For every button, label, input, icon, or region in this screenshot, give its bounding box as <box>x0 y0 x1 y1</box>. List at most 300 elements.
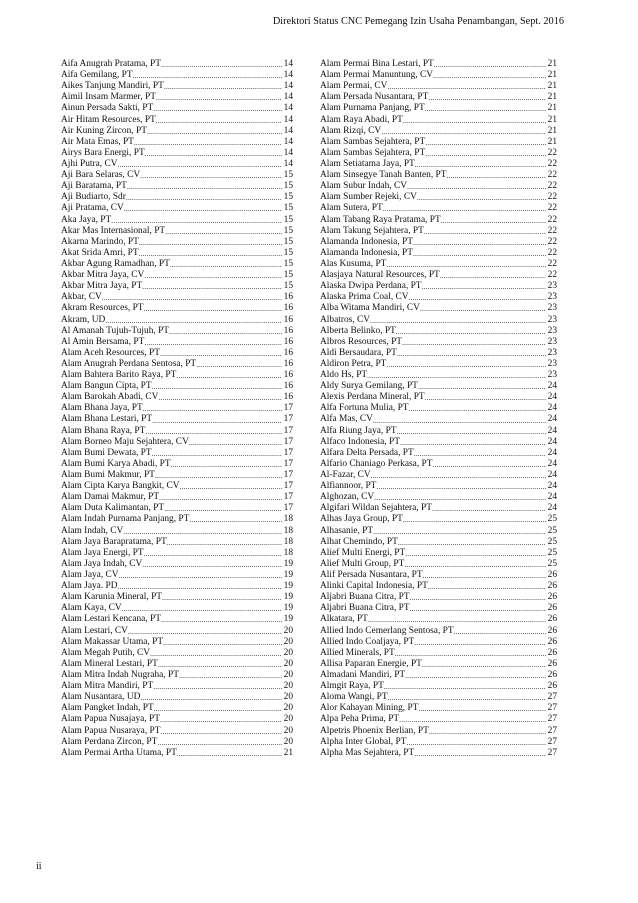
dot-leader <box>158 392 281 403</box>
dot-leader <box>154 703 282 714</box>
entry-page-number: 15 <box>283 236 293 247</box>
dot-leader <box>169 326 282 337</box>
dot-leader <box>397 426 546 437</box>
entry-page-number: 22 <box>547 170 557 181</box>
dot-leader <box>413 237 546 248</box>
entry-name: Aljabri Buana Citra, PT <box>320 592 410 603</box>
index-entry <box>61 270 293 281</box>
dot-leader <box>440 270 546 281</box>
entry-page-number: 25 <box>547 525 557 536</box>
entry-page-number: 22 <box>547 203 557 214</box>
entry-page-number: 14 <box>283 81 293 92</box>
dot-leader <box>144 303 282 314</box>
entry-name: Akarna Marindo, PT <box>61 236 139 247</box>
entry-page-number: 21 <box>547 92 557 103</box>
index-entry <box>320 237 557 248</box>
dot-leader <box>144 270 281 281</box>
entry-name: Alam Rizqi, CV <box>320 125 382 136</box>
index-entry <box>320 370 557 381</box>
entry-name: Aka Jaya, PT <box>61 214 112 225</box>
entry-page-number: 21 <box>547 125 557 136</box>
entry-name: Al-Fazar, CV <box>320 470 371 481</box>
entry-page-number: 23 <box>547 303 557 314</box>
dot-leader <box>373 415 546 426</box>
dot-leader <box>144 337 281 348</box>
dot-leader <box>415 159 546 170</box>
index-column-right <box>320 59 557 759</box>
entry-name: Aji Bara Selaras, CV <box>61 170 141 181</box>
index-entry <box>61 192 293 203</box>
dot-leader <box>428 581 546 592</box>
dot-leader <box>425 392 546 403</box>
entry-name: Alam Indah Purnama Panjang, PT <box>61 514 190 525</box>
dot-leader <box>387 81 545 92</box>
index-entry <box>320 259 557 270</box>
entry-name: Alam Mitra Mandiri, PT <box>61 681 154 692</box>
entry-page-number: 24 <box>547 403 557 414</box>
dot-leader <box>145 148 282 159</box>
index-entry <box>61 103 293 114</box>
dot-leader <box>152 381 282 392</box>
dot-leader <box>177 748 282 759</box>
entry-page-number: 26 <box>547 636 557 647</box>
entry-name: Akbar Mitra Jaya, CV <box>61 270 145 281</box>
entry-page-number: 24 <box>547 492 557 503</box>
entry-name: Alif Persada Nusantara, PT <box>320 570 423 581</box>
entry-name: Allisa Paparan Energie, PT <box>320 658 422 669</box>
dot-leader <box>373 526 546 537</box>
entry-page-number: 15 <box>283 225 293 236</box>
index-entry <box>61 326 293 337</box>
entry-name: Alam Sutera, PT <box>320 203 383 214</box>
dot-leader <box>102 292 282 303</box>
dot-leader <box>196 359 281 370</box>
entry-page-number: 26 <box>547 570 557 581</box>
index-entry <box>320 203 557 214</box>
index-entry <box>61 281 293 292</box>
dot-leader <box>133 70 282 81</box>
dot-leader <box>367 370 545 381</box>
entry-name: Alam Lestari Kencana, PT <box>61 614 161 625</box>
entry-page-number: 22 <box>547 236 557 247</box>
entry-name: Aldi Bersaudara, PT <box>320 347 397 358</box>
dot-leader <box>423 570 546 581</box>
entry-page-number: 15 <box>283 214 293 225</box>
entry-name: Aloma Wangi, PT <box>320 692 388 703</box>
entry-page-number: 20 <box>283 714 293 725</box>
dot-leader <box>167 537 282 548</box>
entry-page-number: 27 <box>547 703 557 714</box>
entry-name: Albatros, CV <box>320 314 370 325</box>
entry-page-number: 23 <box>547 347 557 358</box>
index-entry <box>61 181 293 192</box>
entry-page-number: 20 <box>283 636 293 647</box>
entry-page-number: 15 <box>283 270 293 281</box>
entry-name: Alam Jaya Energi, PT <box>61 547 144 558</box>
entry-name: Alam Damai Makmur, PT <box>61 492 160 503</box>
dot-leader <box>140 170 281 181</box>
entry-name: Akram, UD <box>61 314 106 325</box>
dot-leader <box>428 92 545 103</box>
entry-name: Alamanda Indonesia, PT <box>320 247 413 258</box>
entry-name: Airys Bara Energi, PT <box>61 147 145 158</box>
index-entry <box>61 248 293 259</box>
entry-page-number: 20 <box>283 736 293 747</box>
entry-name: Alam Karunia Mineral, PT <box>61 592 163 603</box>
index-entry <box>61 459 293 470</box>
dot-leader <box>420 303 546 314</box>
entry-page-number: 17 <box>283 470 293 481</box>
index-entry <box>61 670 293 681</box>
dot-leader <box>413 248 546 259</box>
entry-name: Alam Duta Kalimantan, PT <box>61 503 165 514</box>
entry-page-number: 20 <box>283 625 293 636</box>
entry-name: Aji Baratama, PT <box>61 181 127 192</box>
index-entry <box>320 526 557 537</box>
entry-page-number: 20 <box>283 692 293 703</box>
dot-leader <box>422 281 546 292</box>
entry-page-number: 17 <box>283 492 293 503</box>
dot-leader <box>111 215 281 226</box>
entry-page-number: 21 <box>547 81 557 92</box>
index-entry <box>320 592 557 603</box>
index-entry <box>320 381 557 392</box>
dot-leader <box>410 603 546 614</box>
index-entry <box>320 637 557 648</box>
dot-leader <box>403 514 546 525</box>
dot-leader <box>432 503 546 514</box>
entry-name: Alam Jaya, CV <box>61 570 119 581</box>
entry-page-number: 19 <box>283 570 293 581</box>
entry-page-number: 25 <box>547 514 557 525</box>
entry-page-number: 23 <box>547 314 557 325</box>
entry-name: Alfara Delta Persada, PT <box>320 447 414 458</box>
entry-name: Alam Bhana Jaya, PT <box>61 403 143 414</box>
entry-page-number: 22 <box>547 214 557 225</box>
dot-leader <box>162 592 282 603</box>
index-entry <box>320 215 557 226</box>
index-entry <box>61 137 293 148</box>
dot-leader <box>134 137 282 148</box>
dot-leader <box>157 737 281 748</box>
entry-name: Alkatara, PT <box>320 614 368 625</box>
entry-name: Alam Pangket Indah, PT <box>61 703 154 714</box>
entry-name: Alpetris Phoenix Berlian, PT <box>320 725 429 736</box>
entry-page-number: 16 <box>283 303 293 314</box>
entry-page-number: 24 <box>547 481 557 492</box>
dot-leader <box>395 648 546 659</box>
index-entry <box>320 159 557 170</box>
entry-page-number: 18 <box>283 547 293 558</box>
entry-page-number: 17 <box>283 436 293 447</box>
index-entry <box>320 448 557 459</box>
entry-page-number: 20 <box>283 658 293 669</box>
entry-page-number: 24 <box>547 392 557 403</box>
dot-leader <box>158 659 282 670</box>
entry-name: Alief Multi Energi, PT <box>320 547 406 558</box>
index-entry <box>320 392 557 403</box>
entry-name: Alam Bumi Dewata, PT <box>61 447 152 458</box>
index-entry <box>320 359 557 370</box>
entry-name: Allied Indo Coaljaya, PT <box>320 636 415 647</box>
entry-page-number: 22 <box>547 258 557 269</box>
entry-page-number: 26 <box>547 658 557 669</box>
index-entry <box>320 714 557 725</box>
entry-page-number: 16 <box>283 347 293 358</box>
dot-leader <box>370 315 546 326</box>
entry-page-number: 21 <box>283 747 293 758</box>
entry-page-number: 23 <box>547 370 557 381</box>
entry-page-number: 14 <box>283 70 293 81</box>
entry-name: Alam Sinsegye Tanah Banten, PT <box>320 170 447 181</box>
index-entry <box>320 170 557 181</box>
dot-leader <box>398 537 546 548</box>
index-entry <box>61 592 293 603</box>
dot-leader <box>429 726 546 737</box>
dot-leader <box>170 259 282 270</box>
dot-leader <box>118 159 282 170</box>
entry-page-number: 20 <box>283 703 293 714</box>
entry-page-number: 19 <box>283 592 293 603</box>
entry-name: Alexis Perdana Mineral, PT <box>320 392 425 403</box>
entry-page-number: 15 <box>283 247 293 258</box>
index-entry <box>320 503 557 514</box>
entry-name: Alamanda Indonesia, PT <box>320 236 413 247</box>
index-entry <box>320 59 557 70</box>
index-entry <box>320 426 557 437</box>
entry-page-number: 18 <box>283 514 293 525</box>
entry-name: Aldy Surya Gemilang, PT <box>320 381 418 392</box>
index-entry <box>320 614 557 625</box>
index-entry <box>320 603 557 614</box>
index-entry <box>61 170 293 181</box>
dot-leader <box>164 503 282 514</box>
entry-name: Alam Bhana Lestari, PT <box>61 414 153 425</box>
entry-name: Alam Anugrah Perdana Sentosa, PT <box>61 358 197 369</box>
dot-leader <box>425 103 546 114</box>
entry-page-number: 26 <box>547 592 557 603</box>
dot-leader <box>396 326 546 337</box>
entry-page-number: 24 <box>547 414 557 425</box>
index-entry <box>320 103 557 114</box>
entry-name: Algifari Wildan Sejahtera, PT <box>320 503 432 514</box>
dot-leader <box>399 714 545 725</box>
entry-name: Alhat Chemindo, PT <box>320 536 398 547</box>
dot-leader <box>159 492 282 503</box>
index-entry <box>61 303 293 314</box>
index-entry <box>61 403 293 414</box>
entry-name: Alam Perdana Zircon, PT <box>61 736 158 747</box>
entry-page-number: 17 <box>283 458 293 469</box>
index-entry <box>320 337 557 348</box>
index-entry <box>61 426 293 437</box>
index-entry <box>320 70 557 81</box>
index-entry <box>320 692 557 703</box>
entry-name: Alpha Inter Global, PT <box>320 736 407 747</box>
index-entry <box>61 81 293 92</box>
entry-page-number: 25 <box>547 558 557 569</box>
dot-leader <box>163 637 282 648</box>
dot-leader <box>402 337 546 348</box>
entry-name: Alam Permai, CV <box>320 81 388 92</box>
index-entry <box>320 181 557 192</box>
entry-name: Alam Permai Artha Utama, PT <box>61 747 177 758</box>
index-entry <box>61 381 293 392</box>
dot-leader <box>161 614 282 625</box>
entry-page-number: 24 <box>547 381 557 392</box>
entry-name: Akbar Mitra Jaya, PT <box>61 281 143 292</box>
entry-page-number: 23 <box>547 281 557 292</box>
index-entry <box>320 570 557 581</box>
dot-leader <box>409 403 546 414</box>
entry-name: Aimil Insam Marmer, PT <box>61 92 156 103</box>
entry-page-number: 17 <box>283 503 293 514</box>
index-entry <box>61 370 293 381</box>
index-entry <box>61 337 293 348</box>
entry-name: Aldo Hs, PT <box>320 370 368 381</box>
dot-leader <box>425 148 545 159</box>
dot-leader <box>407 181 546 192</box>
index-entry <box>61 448 293 459</box>
entry-page-number: 24 <box>547 436 557 447</box>
entry-page-number: 16 <box>283 292 293 303</box>
index-entry <box>320 681 557 692</box>
index-entry <box>61 159 293 170</box>
entry-page-number: 14 <box>283 92 293 103</box>
entry-page-number: 24 <box>547 425 557 436</box>
index-entry <box>320 459 557 470</box>
dot-leader <box>397 348 546 359</box>
entry-name: Alor Kahayan Mining, PT <box>320 703 419 714</box>
entry-name: Alam Aceh Resources, PT <box>61 347 160 358</box>
entry-name: Alam Sambas Sejahtera, PT <box>320 147 426 158</box>
index-entry <box>61 481 293 492</box>
index-entry <box>61 603 293 614</box>
entry-name: Alam Bumi Makmur, PT <box>61 470 155 481</box>
entry-name: Air Hitam Resources, PT <box>61 114 156 125</box>
entry-name: Alam Bumi Karya Abadi, PT <box>61 458 171 469</box>
entry-name: Aljabri Buana Citra, PT <box>320 603 410 614</box>
entry-name: Albros Resources, PT <box>320 336 403 347</box>
entry-page-number: 19 <box>283 558 293 569</box>
index-entry <box>61 470 293 481</box>
entry-name: Akbar Agung Ramadhan, PT <box>61 258 170 269</box>
entry-page-number: 21 <box>547 70 557 81</box>
index-entry <box>320 648 557 659</box>
index-entry <box>320 670 557 681</box>
dot-leader <box>381 126 545 137</box>
entry-page-number: 17 <box>283 447 293 458</box>
entry-name: Alhasanie, PT <box>320 525 374 536</box>
entry-name: Alam Papua Nusajaya, PT <box>61 714 160 725</box>
entry-name: Alba Witama Mandiri, CV <box>320 303 420 314</box>
entry-name: Aifa Anugrah Pratama, PT <box>61 58 161 69</box>
index-entry <box>320 559 557 570</box>
entry-page-number: 27 <box>547 714 557 725</box>
index-entry <box>320 726 557 737</box>
entry-name: Alam Jaya Indah, CV <box>61 558 143 569</box>
entry-name: Alam Papua Nusaraya, PT <box>61 725 161 736</box>
entry-page-number: 22 <box>547 247 557 258</box>
entry-name: Alam Permai Manuntung, CV <box>320 70 434 81</box>
index-entry <box>61 226 293 237</box>
index-entry <box>61 681 293 692</box>
index-entry <box>61 614 293 625</box>
dot-leader <box>122 603 282 614</box>
dot-leader <box>153 681 281 692</box>
index-entry <box>320 581 557 592</box>
index-entry <box>61 348 293 359</box>
index-entry <box>61 703 293 714</box>
index-entry <box>320 126 557 137</box>
entry-page-number: 17 <box>283 414 293 425</box>
entry-name: Alpa Peha Prima, PT <box>320 714 400 725</box>
entry-name: Alfario Chaniago Perkasa, PT <box>320 458 433 469</box>
index-entry <box>61 415 293 426</box>
index-entry <box>320 192 557 203</box>
index-column-left <box>61 59 293 759</box>
dot-leader <box>128 626 282 637</box>
entry-name: Alasjaya Natural Resources, PT <box>320 270 440 281</box>
dot-leader <box>418 381 546 392</box>
index-entry <box>61 748 293 759</box>
entry-name: Alam Persada Nusantara, PT <box>320 92 429 103</box>
entry-name: Alam Mitra Indah Nugraha, PT <box>61 670 179 680</box>
dot-leader <box>179 481 281 492</box>
index-entry <box>320 737 557 748</box>
index-entry <box>61 237 293 248</box>
index-entry <box>61 259 293 270</box>
entry-name: Alaska Dwipa Perdana, PT <box>320 281 422 292</box>
entry-page-number: 20 <box>283 647 293 658</box>
index-entry <box>320 226 557 237</box>
entry-page-number: 20 <box>283 681 293 692</box>
dot-leader <box>405 548 545 559</box>
dot-leader <box>155 470 282 481</box>
entry-name: Alfiannoor, PT <box>320 481 377 492</box>
index-entry <box>61 570 293 581</box>
dot-leader <box>189 514 281 525</box>
dot-leader <box>432 459 545 470</box>
index-entry <box>320 626 557 637</box>
entry-name: Alam Sumber Rejeki, CV <box>320 192 417 203</box>
entry-name: Alas Kusuma, PT <box>320 258 387 269</box>
entry-page-number: 19 <box>283 603 293 614</box>
entry-page-number: 16 <box>283 392 293 403</box>
entry-page-number: 17 <box>283 425 293 436</box>
entry-name: Alam Subur Indah, CV <box>320 181 407 192</box>
index-entry <box>320 548 557 559</box>
entry-page-number: 22 <box>547 192 557 203</box>
entry-page-number: 21 <box>547 136 557 147</box>
entry-page-number: 26 <box>547 614 557 625</box>
entry-name: Aikes Tanjung Mandiri, PT <box>61 81 164 92</box>
entry-page-number: 22 <box>547 147 557 158</box>
dot-leader <box>414 448 546 459</box>
dot-leader <box>153 103 281 114</box>
entry-page-number: 26 <box>547 625 557 636</box>
dot-leader <box>405 670 545 681</box>
dot-leader <box>143 403 282 414</box>
dot-leader <box>371 470 546 481</box>
entry-page-number: 27 <box>547 725 557 736</box>
index-entry <box>320 348 557 359</box>
dot-leader <box>189 437 282 448</box>
entry-name: Alfa Riung Jaya, PT <box>320 425 397 436</box>
entry-name: Alam Lestari, CV <box>61 625 128 636</box>
dot-leader <box>424 226 546 237</box>
entry-name: Alam Kaya, CV <box>61 603 122 614</box>
